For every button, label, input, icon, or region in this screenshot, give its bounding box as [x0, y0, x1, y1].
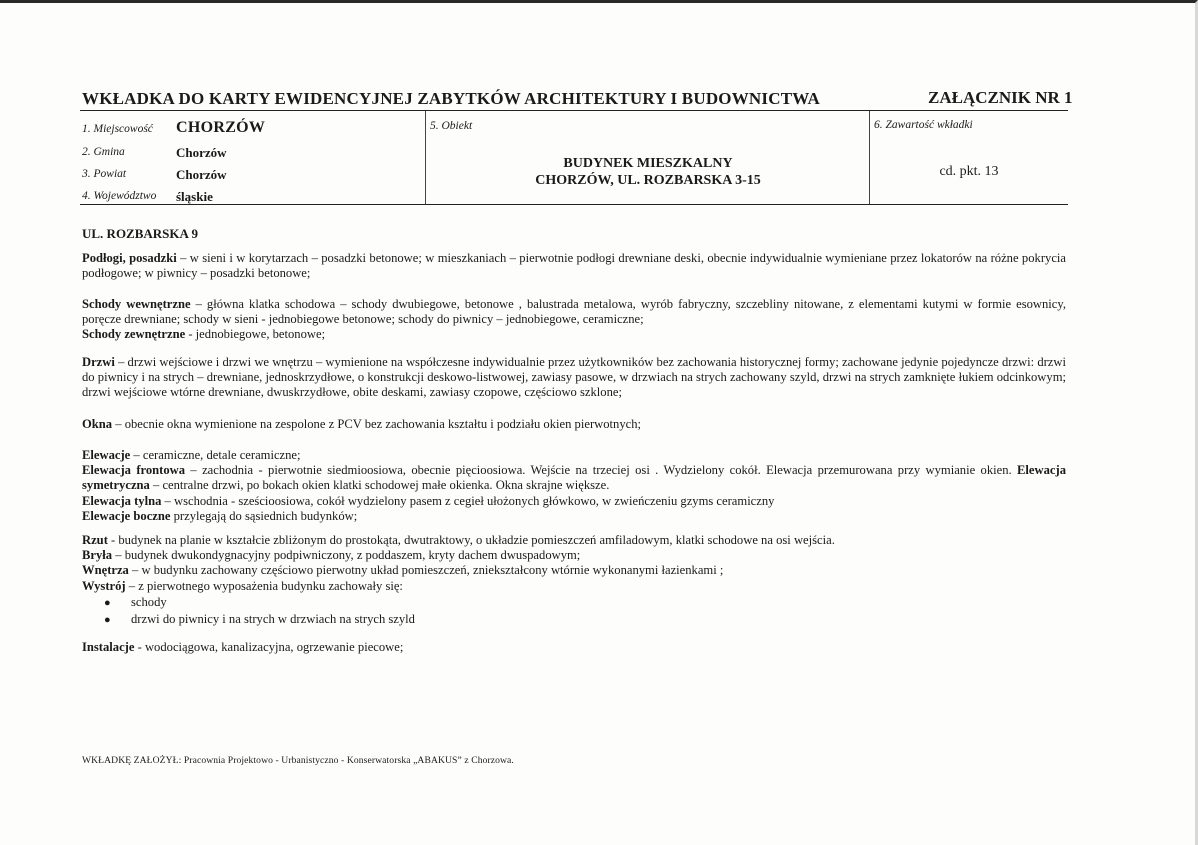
text-interior: – w budynku zachowany częściowo pierwotny układ pomieszczeń, zniekształcony wtórnie wykonanymi łazienkami ;	[128, 563, 724, 578]
term-decor: Wystrój	[82, 578, 126, 593]
term-floors: Podłogi, posadzki	[82, 251, 177, 265]
text-plan: - budynek na planie w kształcie zbliżonym do prostokąta, dwutraktowy, o układzie pomieszczeń amfiladowym, klatki schodowe na osi wejścia.	[107, 533, 835, 547]
decor-list	[104, 595, 415, 628]
annex-label: ZAŁĄCZNIK NR 1	[928, 88, 1073, 107]
object-address: CHORZÓW, UL. ROZBARSKA 3-15	[535, 173, 761, 188]
term-stairs-outer: Schody zewnętrzne	[82, 327, 186, 342]
footer-credit: WKŁADKĘ ZAŁOŻYŁ: Pracownia Projektowo - Urbanistyczno - Konserwatorska „ABAKUS” z Chorzowa.	[82, 755, 514, 766]
term-elevation-rear: Elewacja tylna	[82, 493, 162, 508]
paragraph-floors	[82, 251, 1066, 281]
text-doors: – drzwi wejściowe i drzwi we wnętrzu – wymienione na współczesne indywidualnie przez użytkowników bez zachowania historycznej formy; zachowane jedynie pojedyncze drzwi: drzwi do piwnicy i na strych – drewniane, jednoskrzydłowe, o konstrukcji deskowo-listwowej, zawiasy pasowe, w drzwiach na strych zachowany szyld, drzwi na strych zamknięte łukiem odcinkowym; drzwi wejściowe wtórne drewniane, dwuskrzydłowe, obite deskami, zawiasy czopowe, częściowo szklone;	[82, 355, 1066, 400]
list-item	[104, 612, 415, 628]
district-label: 3. Powiat	[82, 168, 127, 180]
object-name: BUDYNEK MIESZKALNY	[563, 156, 733, 171]
column-divider-2	[869, 111, 870, 204]
content-label: 6. Zawartość wkładki	[874, 119, 973, 131]
term-elevation-side: Elewacje boczne	[82, 508, 171, 523]
text-stairs-outer: - jednobiegowe, betonowe;	[185, 327, 326, 342]
paragraph-installations	[82, 640, 1066, 655]
paragraph-windows	[82, 417, 1066, 432]
term-doors: Drzwi	[82, 355, 115, 369]
text-windows: – obecnie okna wymienione na zespolone z PCV bez zachowania kształtu i podziału okien pierwotnych;	[112, 417, 642, 431]
term-elevation-symmetric: Elewacja symetryczna	[82, 463, 1066, 493]
voivodeship-value: śląskie	[176, 189, 213, 204]
commune-value: Chorzów	[176, 145, 227, 160]
content-value: cd. pkt. 13	[939, 164, 999, 179]
voivodeship-label: 4. Województwo	[82, 190, 157, 202]
bullet-icon: ●	[104, 614, 111, 627]
paragraph-plan	[82, 533, 1066, 594]
list-item	[104, 595, 415, 611]
text-elevations: – ceramiczne, detale ceramiczne;	[130, 448, 301, 462]
section-title: UL. ROZBARSKA 9	[82, 226, 198, 241]
text-decor: – z pierwotnego wyposażenia budynku zachowały się:	[125, 578, 403, 593]
text-elevation-side: przylegają do sąsiednich budynków;	[170, 508, 358, 523]
header-rule-top	[80, 110, 1068, 111]
object-label: 5. Obiekt	[430, 120, 473, 132]
text-mass: – budynek dwukondygnacyjny podpiwniczony, z poddaszem, kryty dachem dwuspadowym;	[112, 548, 581, 563]
column-divider-1	[425, 111, 426, 204]
paragraph-stairs	[82, 297, 1066, 343]
term-stairs-inner: Schody wewnętrzne	[82, 297, 191, 311]
text-stairs-inner: – główna klatka schodowa – schody dwubiegowe, betonowe , balustrada metalowa, wyrób fabryczny, szczebliny nitowane, z elementami kutymi w formie esownicy, poręcze drewniane; schody w sieni - jednobiegowe betonowe; schody do piwnicy – jednobiegowe, ceramiczne;	[82, 297, 1067, 327]
paragraph-doors	[82, 355, 1066, 401]
text-floors: – w sieni i w korytarzach – posadzki betonowe; w mieszkaniach – pierwotnie podłogi drewniane deski, obecnie indywidualnie wymieniane przez lokatorów na różne pokrycia podłogowe; w piwnicy – posadzki betonowe;	[82, 251, 1066, 281]
term-elevation-front: Elewacja frontowa	[82, 463, 186, 478]
text-elevation-symmetric: – centralne drzwi, po bokach okien klatki schodowej małe okienka. Okna skrajne większe.	[149, 478, 610, 493]
commune-label: 2. Gmina	[82, 146, 125, 158]
term-elevations: Elewacje	[82, 448, 131, 462]
bullet-icon: ●	[104, 597, 111, 609]
term-mass: Bryła	[82, 548, 113, 563]
paragraph-elevations	[82, 448, 1066, 524]
text-elevation-rear: – wschodnia - sześcioosiowa, cokół wydzielony pasem z cegieł ułożonych główkowo, w zwieńczeniu gzyms ceramiczny	[161, 493, 775, 508]
text-installations: - wodociągowa, kanalizacyjna, ogrzewanie piecowe;	[134, 640, 404, 654]
document-title: WKŁADKA DO KARTY EWIDENCYJNEJ ZABYTKÓW ARCHITEKTURY I BUDOWNICTWA	[82, 89, 821, 108]
locality-label: 1. Miejscowość	[82, 123, 153, 135]
term-interior: Wnętrza	[82, 563, 129, 578]
district-value: Chorzów	[176, 167, 227, 182]
term-installations: Instalacje	[82, 640, 135, 654]
decor-item-2: drzwi do piwnicy i na strych w drzwiach na strych szyld	[131, 612, 415, 627]
decor-item-1: schody	[131, 595, 167, 609]
term-windows: Okna	[82, 417, 113, 431]
term-plan: Rzut	[82, 533, 108, 547]
header-rule-bottom	[80, 204, 1068, 205]
locality-value: CHORZÓW	[176, 119, 266, 136]
text-elevation-front: – zachodnia - pierwotnie siedmioosiowa, obecnie pięcioosiowa. Wejście na trzeciej osi . Wydzielony cokół. Elewacja przemurowana przy wymianie okien.	[185, 463, 1018, 478]
